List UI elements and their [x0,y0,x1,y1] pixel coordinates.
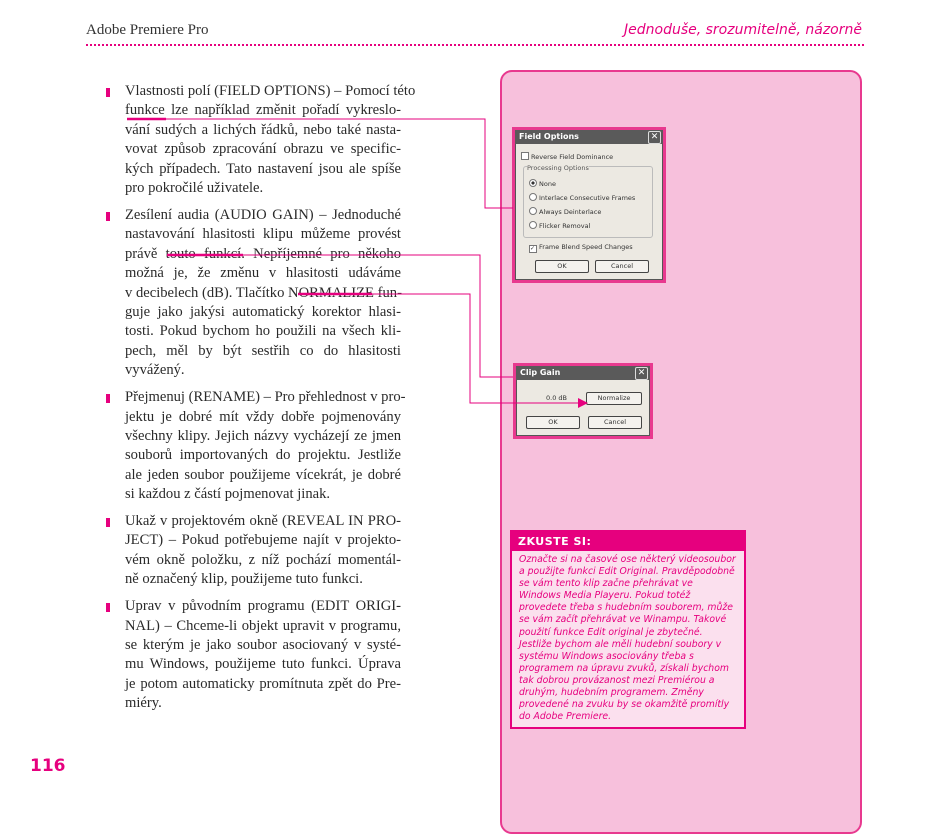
text-line: jektu je dobré mít vždy dobře pojmenovány [125,408,401,425]
dialog-title: Field Options [519,132,579,141]
text-line: guje jako jakýsi automatický korektor hlasi- [125,303,401,320]
text-line: možná je, že změnu v hlasitosti udáváme [125,265,401,282]
text-line: Uprav v původním programu (EDIT ORIGI- [125,598,401,615]
clip-gain-dialog [513,363,653,439]
try-it-box [510,530,746,729]
reverse-field-dominance-checkbox[interactable] [521,152,613,161]
text-line: vém okně položku, z níž pochází momentál- [125,551,401,568]
dialog-title: Clip Gain [520,368,561,377]
text-line: ně označený klip, použijeme tuto funkci. [125,571,363,588]
text-line: vyvážený. [125,362,185,379]
bullet-icon [106,518,110,527]
text-line: vovat způsob zpracování obrazu ve specific- [125,141,401,158]
group-label: Processing Options [527,164,589,172]
normalize-button[interactable]: Normalize [586,392,642,405]
text-line: všechny klipy. Jejich názvy vycházejí ze jmen [125,427,401,444]
close-icon[interactable]: ✕ [635,367,648,380]
field-options-dialog [512,127,666,283]
cancel-button[interactable]: Cancel [588,416,642,429]
ok-button[interactable]: OK [526,416,580,429]
radio-interlace[interactable] [529,193,635,202]
checkbox-label: Frame Blend Speed Changes [539,243,633,251]
radio-label: Interlace Consecutive Frames [539,194,636,202]
text-line: ale jeden soubor použijeme vícekrát, je dobré [125,466,401,483]
text-line: pech, měl by být sestřih co do hlasitosti [125,342,401,359]
radio-label: None [539,180,556,188]
text-line: pro pokročilé uživatele. [125,180,264,197]
text-line: se kterým je jako soubor asociovaný v systé- [125,636,401,653]
gain-value[interactable]: 0.0 dB [546,394,568,402]
running-header-slogan: Jednoduše, srozumitelně, názorně [624,22,862,38]
text-line: je potom automaticky promítnuta zpět do Pre- [125,675,401,692]
checkbox-label: Reverse Field Dominance [531,153,614,161]
header-divider [86,44,864,46]
text-line: miéry. [125,695,162,712]
text-line: si každou z částí pojmenovat jinak. [125,486,331,503]
text-line: funkce lze například změnit pořadí vykreslo- [125,102,401,119]
text-line: NAL) – Chceme-li objekt upravit v programu, [125,617,401,634]
bullet-paragraph [125,82,416,198]
radio-deinterlace[interactable] [529,207,601,216]
text-line: Přejmenuj (RENAME) – Pro přehlednost v pro- [125,389,406,406]
radio-label: Always Deinterlace [539,208,602,216]
text-line: Vlastnosti polí (FIELD OPTIONS) – Pomocí této [125,83,416,99]
text-line: vání sudých a lichých řádků, nebo také nasta- [125,121,401,138]
try-it-title: ZKUSTE SI: [512,532,744,551]
bullet-paragraph [125,512,401,590]
page-number: 116 [30,756,66,776]
text-line: v decibelech (dB). Tlačítko NORMALIZE fun- [125,284,402,301]
text-line: souborů importovaných do projektu. Jestliže [125,447,401,464]
text-line: kých případech. Tato nastavení jsou ale spíše [125,160,401,177]
bullet-icon [106,394,110,403]
text-line: mu Windows, použijeme tuto funkci. Úprava [125,656,401,673]
text-line: právě touto funkcí. Nepříjemné pro někoho [125,245,401,262]
text-line: Zesílení audia (AUDIO GAIN) – Jednoduché [125,206,401,223]
radio-flicker[interactable] [529,221,590,230]
close-icon[interactable]: ✕ [648,131,661,144]
bullet-icon [106,603,110,612]
gain-unit: dB [558,394,568,402]
ok-button[interactable]: OK [535,260,589,273]
text-line: nastavování hlasitosti klipu můžeme provést [125,226,401,243]
running-header-title: Adobe Premiere Pro [86,22,209,38]
text-line: tosti. Pokud bychom ho použili na všech kli- [125,323,401,340]
radio-label: Flicker Removal [539,222,591,230]
text-line: JECT) – Pokud potřebujeme najít v projekto- [125,532,401,549]
frame-blend-checkbox[interactable]: ✓ Frame Blend Speed Changes [530,243,633,252]
gain-number: 0 [546,394,551,402]
try-it-text: Označte si na časové ose některý videosoubor a použijte funkci Edit Original. Pravděpodobně se vám tento klip začne přehrávat ve Windows Media Playeru. Pokud totéž provedete třeba s hudebním souborem, může se vám začít přehrávat ve Winampu. Takové použití funkce Edit original je zbytečné. Jestliže bychom ale měli hudební soubory v systému Windows asociovány třeba s programem na úpravu zvuků, získali bychom tak dobrou provázanost mezi Premiérou a druhým, hudebním programem. Změny provedené na zvuku by se okamžitě promítly do Adobe Premiere. [519,554,736,723]
body-column [125,82,416,721]
bullet-icon [106,212,110,221]
bullet-paragraph [125,597,401,713]
bullet-paragraph [125,206,401,381]
bullet-paragraph [125,388,406,504]
cancel-button[interactable]: Cancel [595,260,649,273]
text-line: Ukaž v projektovém okně (REVEAL IN PRO- [125,513,401,530]
radio-none[interactable] [529,179,556,188]
bullet-icon [106,88,110,97]
